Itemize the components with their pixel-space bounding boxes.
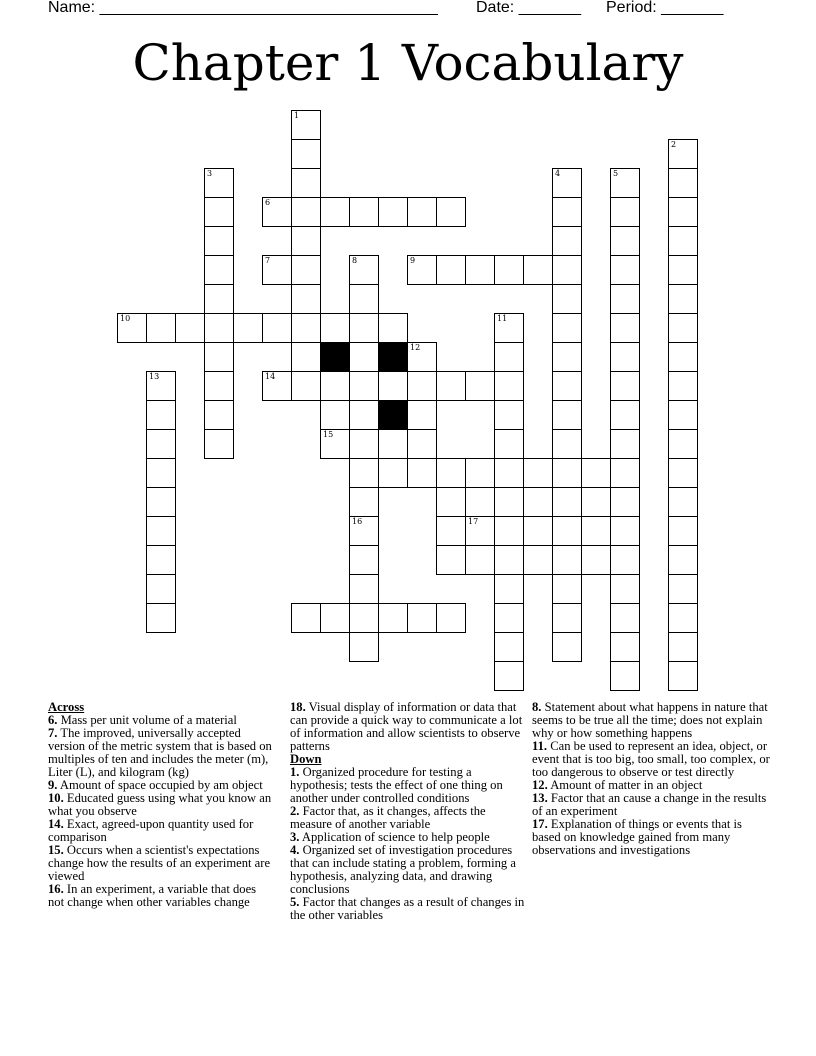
clue-number: 9 — [410, 256, 416, 265]
crossword-cell[interactable] — [291, 197, 321, 227]
crossword-cell[interactable] — [436, 487, 466, 517]
crossword-cell[interactable] — [291, 603, 321, 633]
clue-text: Can be used to represent an idea, object, or event that is too big, too small, too complex, or too dangerous to observe or test directly — [532, 739, 770, 779]
crossword-cell[interactable] — [668, 574, 698, 604]
clue-number: 14 — [265, 372, 276, 381]
crossword-cell[interactable] — [494, 371, 524, 401]
crossword-cell[interactable] — [552, 197, 582, 227]
crossword-cell[interactable] — [291, 342, 321, 372]
clue-item — [532, 701, 772, 740]
crossword-cell[interactable] — [465, 545, 495, 575]
crossword-cell[interactable] — [581, 545, 611, 575]
clue-text: Educated guess using what you know an what you observe — [48, 791, 272, 818]
crossword-cell[interactable] — [291, 168, 321, 198]
clue-item — [48, 883, 274, 909]
crossword-cell[interactable] — [204, 226, 234, 256]
clue-item — [48, 792, 274, 818]
crossword-cell[interactable] — [204, 197, 234, 227]
crossword-cell[interactable] — [407, 458, 437, 488]
clue-number: 13 — [149, 372, 160, 381]
crossword-cell[interactable] — [378, 458, 408, 488]
crossword-cell[interactable] — [552, 458, 582, 488]
clue-number: 1 — [294, 111, 300, 120]
clue-text: Explanation of things or events that is based on knowledge gained from many observations and investigations — [532, 817, 742, 857]
crossword-cell[interactable] — [320, 371, 350, 401]
crossword-cell[interactable] — [552, 284, 582, 314]
clue-number: 8 — [352, 256, 358, 265]
crossword-cell[interactable] — [552, 429, 582, 459]
crossword-cell[interactable] — [494, 661, 524, 691]
crossword-cell[interactable] — [668, 458, 698, 488]
crossword-cell[interactable] — [668, 545, 698, 575]
crossword-cell[interactable] — [436, 516, 466, 546]
clue-text: Organized set of investigation procedures that can include stating a problem, forming a hypothesis, analyzing data, and drawing conclusions — [290, 843, 516, 896]
clue-text: Mass per unit volume of a material — [57, 713, 237, 727]
crossword-cell[interactable] — [668, 313, 698, 343]
clue-item — [290, 766, 526, 805]
crossword-cell[interactable] — [146, 545, 176, 575]
crossword-cell[interactable] — [552, 313, 582, 343]
clue-number: 18. — [290, 700, 306, 714]
clue-text: Exact, agreed-upon quantity used for comparison — [48, 817, 254, 844]
crossword-cell[interactable] — [494, 400, 524, 430]
clue-number: 4 — [555, 169, 561, 178]
crossword-cell[interactable] — [552, 516, 582, 546]
clue-number: 16. — [48, 882, 64, 896]
crossword-cell[interactable] — [175, 313, 205, 343]
clue-text: Amount of matter in an object — [547, 778, 703, 792]
clue-number: 6. — [48, 713, 58, 727]
crossword-cell[interactable] — [465, 255, 495, 285]
crossword-cell[interactable] — [407, 371, 437, 401]
crossword-cell[interactable] — [610, 400, 640, 430]
crossword-cell[interactable] — [668, 487, 698, 517]
crossword-cell[interactable] — [494, 342, 524, 372]
crossword-cell[interactable] — [668, 342, 698, 372]
crossword-cell[interactable] — [668, 603, 698, 633]
clue-number: 10 — [120, 314, 131, 323]
crossword-cell[interactable] — [204, 313, 234, 343]
clue-text: Amount of space occupied by am object — [57, 778, 263, 792]
crossword-cell[interactable] — [610, 545, 640, 575]
clue-text: Organized procedure for testing a hypothesis; tests the effect of one thing on another under controlled conditions — [290, 765, 503, 805]
clue-text: In an experiment, a variable that does not change when other variables change — [48, 882, 257, 909]
crossword-cell[interactable] — [581, 458, 611, 488]
clue-text: Statement about what happens in nature that seems to be true all the time; does not explain why or how something happens — [532, 700, 768, 740]
crossword-cell[interactable] — [204, 371, 234, 401]
clue-item — [290, 844, 526, 896]
crossword-cell[interactable] — [552, 226, 582, 256]
clues-column-3 — [532, 701, 772, 857]
across-clue-list-continued — [290, 701, 526, 753]
crossword-cell[interactable] — [668, 168, 698, 198]
crossword-cell[interactable] — [668, 197, 698, 227]
clue-number: 1. — [290, 765, 300, 779]
crossword-cell[interactable] — [291, 255, 321, 285]
crossword-cell[interactable] — [465, 487, 495, 517]
crossword-cell[interactable] — [204, 255, 234, 285]
crossword-cell[interactable] — [407, 429, 437, 459]
crossword-cell[interactable] — [581, 487, 611, 517]
crossword-cell[interactable] — [668, 139, 698, 169]
crossword-cell[interactable] — [610, 284, 640, 314]
crossword-cell[interactable] — [523, 255, 553, 285]
crossword-cell[interactable] — [291, 313, 321, 343]
crossword-cell[interactable] — [552, 371, 582, 401]
clue-number: 12 — [410, 343, 421, 352]
crossword-cell[interactable] — [668, 516, 698, 546]
clue-number: 3 — [207, 169, 213, 178]
clue-number: 6 — [265, 198, 271, 207]
crossword-cell[interactable] — [610, 313, 640, 343]
crossword-cell[interactable] — [146, 371, 176, 401]
crossword-cell[interactable] — [349, 284, 379, 314]
clue-number: 11 — [497, 314, 508, 323]
crossword-cell[interactable] — [610, 429, 640, 459]
crossword-cell[interactable] — [436, 545, 466, 575]
clue-number: 12. — [532, 778, 548, 792]
down-clue-list — [290, 766, 526, 922]
crossword-cell[interactable] — [349, 487, 379, 517]
clue-text: Factor that an cause a change in the results of an experiment — [532, 791, 767, 818]
clue-number: 2. — [290, 804, 300, 818]
crossword-cell[interactable] — [668, 226, 698, 256]
crossword-cell[interactable] — [494, 313, 524, 343]
clue-number: 3. — [290, 830, 300, 844]
crossword-cell[interactable] — [494, 516, 524, 546]
crossword-cell[interactable] — [349, 255, 379, 285]
crossword-cell[interactable] — [552, 487, 582, 517]
crossword-cell[interactable] — [291, 284, 321, 314]
crossword-cell[interactable] — [581, 516, 611, 546]
clue-number: 13. — [532, 791, 548, 805]
down-heading: Down — [290, 752, 322, 766]
clue-text: Factor that changes as a result of changes in the other variables — [290, 895, 525, 922]
crossword-cell[interactable] — [204, 168, 234, 198]
clue-number: 5. — [290, 895, 300, 909]
clue-number: 15. — [48, 843, 64, 857]
clue-number: 7. — [48, 726, 58, 740]
clue-text: Factor that, as it changes, affects the measure of another variable — [290, 804, 486, 831]
crossword-cell[interactable] — [436, 197, 466, 227]
crossword-cell[interactable] — [552, 603, 582, 633]
crossword-cell[interactable] — [320, 313, 350, 343]
crossword-cell[interactable] — [465, 458, 495, 488]
crossword-cell[interactable] — [610, 458, 640, 488]
clue-number: 4. — [290, 843, 300, 857]
crossword-cell[interactable] — [494, 487, 524, 517]
clue-number: 11. — [532, 739, 548, 753]
crossword-cell[interactable] — [349, 342, 379, 372]
clue-number: 14. — [48, 817, 64, 831]
crossword-cell[interactable] — [494, 255, 524, 285]
crossword-cell[interactable] — [552, 545, 582, 575]
crossword-cell[interactable] — [610, 255, 640, 285]
crossword-cell[interactable] — [146, 429, 176, 459]
clue-text: Occurs when a scientist's expectations change how the results of an experiment are viewed — [48, 843, 271, 883]
crossword-cell[interactable] — [523, 516, 553, 546]
clue-item — [48, 818, 274, 844]
crossword-cell[interactable] — [436, 603, 466, 633]
crossword-cell[interactable] — [204, 429, 234, 459]
clue-number: 10. — [48, 791, 64, 805]
crossword-cell[interactable] — [668, 400, 698, 430]
crossword-cell[interactable] — [610, 197, 640, 227]
clue-item — [532, 818, 772, 857]
crossword-cell[interactable] — [378, 603, 408, 633]
crossword-cell[interactable] — [610, 371, 640, 401]
crossword-cell[interactable] — [610, 487, 640, 517]
clue-item — [290, 701, 526, 753]
clues-column-1 — [48, 701, 274, 909]
crossword-cell[interactable] — [668, 255, 698, 285]
crossword-cell[interactable] — [552, 632, 582, 662]
crossword-cell[interactable] — [552, 168, 582, 198]
crossword-cell[interactable] — [146, 458, 176, 488]
crossword-cell[interactable] — [233, 313, 263, 343]
across-heading: Across — [48, 700, 85, 714]
crossword-cell[interactable] — [407, 400, 437, 430]
crossword-cell[interactable] — [320, 603, 350, 633]
crossword-cell[interactable] — [610, 574, 640, 604]
crossword-cell[interactable] — [610, 603, 640, 633]
crossword-cell[interactable] — [552, 574, 582, 604]
clue-text: Application of science to help people — [299, 830, 490, 844]
crossword-cell[interactable] — [668, 632, 698, 662]
crossword-cell[interactable] — [552, 400, 582, 430]
crossword-cell[interactable] — [146, 400, 176, 430]
crossword-cell[interactable] — [146, 313, 176, 343]
clue-number: 17. — [532, 817, 548, 831]
crossword-cell[interactable] — [262, 197, 292, 227]
clue-number: 8. — [532, 700, 542, 714]
crossword-cell[interactable] — [610, 168, 640, 198]
crossword-cell[interactable] — [117, 313, 147, 343]
crossword-cell[interactable] — [668, 284, 698, 314]
crossword-cell[interactable] — [262, 371, 292, 401]
crossword-cell[interactable] — [494, 545, 524, 575]
clue-number: 5 — [613, 169, 619, 178]
crossword-cell[interactable] — [349, 632, 379, 662]
crossword-cell[interactable] — [349, 313, 379, 343]
page-title: Chapter 1 Vocabulary — [132, 34, 684, 92]
crossword-cell[interactable] — [204, 342, 234, 372]
crossword-cell[interactable] — [494, 574, 524, 604]
clue-item — [290, 896, 526, 922]
crossword-cell[interactable] — [262, 313, 292, 343]
crossword-cell[interactable] — [291, 371, 321, 401]
clue-item — [48, 844, 274, 883]
crossword-cell[interactable] — [552, 342, 582, 372]
crossword-cell[interactable] — [610, 632, 640, 662]
crossword-cell[interactable] — [436, 458, 466, 488]
crossword-cell[interactable] — [610, 661, 640, 691]
date-field[interactable]: Date: _______ — [476, 0, 581, 16]
clue-number: 9. — [48, 778, 58, 792]
crossword-cell[interactable] — [349, 458, 379, 488]
crossword-cell[interactable] — [349, 545, 379, 575]
crossword-cell[interactable] — [320, 400, 350, 430]
crossword-cell[interactable] — [523, 545, 553, 575]
crossword-cell[interactable] — [523, 458, 553, 488]
crossword-cell[interactable] — [349, 371, 379, 401]
clue-item — [532, 792, 772, 818]
clue-item — [48, 727, 274, 779]
crossword-cell[interactable] — [494, 632, 524, 662]
crossword-cell[interactable] — [407, 603, 437, 633]
crossword-cell[interactable] — [146, 574, 176, 604]
clue-item — [290, 805, 526, 831]
clue-text: The improved, universally accepted version of the metric system that is based on multiples of ten and includes the meter (m), Liter (L), and kilogram (kg) — [48, 726, 272, 779]
crossword-cell[interactable] — [523, 487, 553, 517]
clue-number: 15 — [323, 430, 334, 439]
crossword-cell[interactable] — [349, 603, 379, 633]
clue-number: 7 — [265, 256, 271, 265]
crossword-cell[interactable] — [146, 487, 176, 517]
crossword-cell[interactable] — [407, 197, 437, 227]
crossword-cell[interactable] — [146, 603, 176, 633]
crossword-cell[interactable] — [204, 284, 234, 314]
crossword-cell[interactable] — [320, 429, 350, 459]
down-clue-list-continued — [532, 701, 772, 857]
crossword-cell[interactable] — [378, 197, 408, 227]
crossword-cell[interactable] — [320, 197, 350, 227]
crossword-cell[interactable] — [552, 255, 582, 285]
clue-item — [532, 740, 772, 779]
crossword-cell[interactable] — [436, 371, 466, 401]
crossword-cell[interactable] — [204, 400, 234, 430]
crossword-cell[interactable] — [291, 110, 321, 140]
crossword-cell[interactable] — [146, 516, 176, 546]
crossword-cell[interactable] — [436, 255, 466, 285]
clue-number: 16 — [352, 517, 363, 526]
crossword-cell[interactable] — [407, 342, 437, 372]
black-square — [378, 400, 408, 430]
period-field[interactable]: Period: _______ — [606, 0, 724, 16]
crossword-cell[interactable] — [610, 342, 640, 372]
crossword-cell[interactable] — [610, 516, 640, 546]
crossword-cell[interactable] — [291, 226, 321, 256]
crossword-cell[interactable] — [465, 516, 495, 546]
crossword-cell[interactable] — [407, 255, 437, 285]
crossword-cell[interactable] — [668, 661, 698, 691]
crossword-cell[interactable] — [494, 603, 524, 633]
crossword-cell[interactable] — [668, 371, 698, 401]
black-square — [320, 342, 350, 372]
crossword-cell[interactable] — [378, 429, 408, 459]
clue-number: 17 — [468, 517, 479, 526]
crossword-cell[interactable] — [262, 255, 292, 285]
crossword-cell[interactable] — [291, 139, 321, 169]
name-field[interactable]: Name: ______________________________________ — [48, 0, 438, 16]
black-square — [378, 342, 408, 372]
crossword-cell[interactable] — [349, 574, 379, 604]
crossword-cell[interactable] — [494, 429, 524, 459]
crossword-cell[interactable] — [465, 371, 495, 401]
clues-column-2 — [290, 701, 526, 922]
crossword-cell[interactable] — [349, 516, 379, 546]
crossword-cell[interactable] — [349, 400, 379, 430]
crossword-cell[interactable] — [668, 429, 698, 459]
across-clue-list — [48, 714, 274, 909]
crossword-cell[interactable] — [378, 371, 408, 401]
crossword-cell[interactable] — [610, 226, 640, 256]
clue-number: 2 — [671, 140, 677, 149]
crossword-cell[interactable] — [349, 197, 379, 227]
crossword-cell[interactable] — [378, 313, 408, 343]
clue-text: Visual display of information or data that can provide a quick way to communicate a lot of information and allow scientists to observe patterns — [290, 700, 523, 753]
crossword-cell[interactable] — [349, 429, 379, 459]
